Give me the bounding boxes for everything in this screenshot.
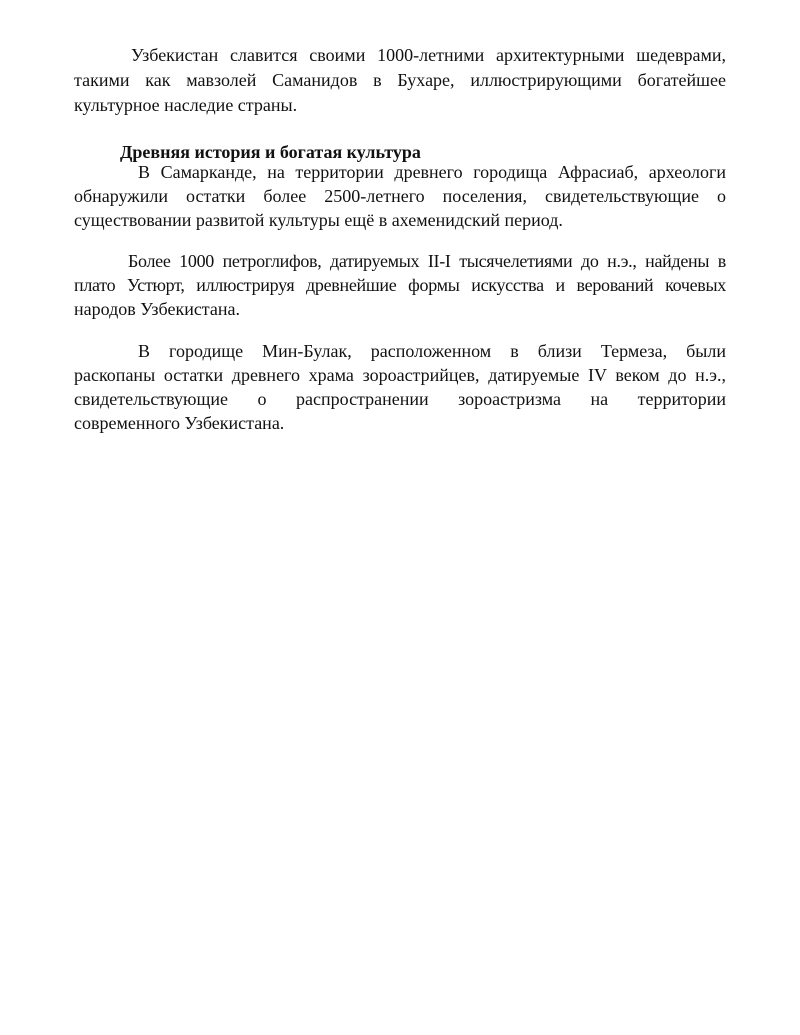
paragraph-4-line-2: раскопаны остатки древнего храма зороастрийцев, датируемые IV веком до н.э., [74,365,726,385]
paragraph-3-line-1: Более 1000 петроглифов, датируемых II-I тысячелетиями до н.э., найдены в [128,251,726,271]
paragraph-1-line-1: Узбекистан славится своими 1000-летними архитектурными шедеврами, [131,45,726,65]
paragraph-3-line-3: народов Узбекистана. [74,299,241,319]
paragraph-4-line-1: В городище Мин-Булак, расположенном в близи Термеза, были [138,341,726,361]
paragraph-1-line-2: такими как мавзолей Саманидов в Бухаре, иллюстрирующими богатейшее [74,70,726,90]
paragraph-2-line-3: существовании развитой культуры ещё в ахеменидский период. [74,210,563,230]
paragraph-4-line-4: современного Узбекистана. [74,413,285,433]
paragraph-4-line-3: свидетельствующие о распространении зороастризма на территории [74,389,726,409]
paragraph-3-line-2: плато Устюрт, иллюстрируя древнейшие формы искусства и верований кочевых [74,275,726,295]
paragraph-2-line-1: В Самарканде, на территории древнего городища Афрасиаб, археологи [138,162,726,182]
paragraph-1-line-3: культурное наследие страны. [74,95,298,115]
section-heading: Древняя история и богатая культура [120,142,421,162]
paragraph-2-line-2: обнаружили остатки более 2500-летнего поселения, свидетельствующие о [74,186,726,206]
